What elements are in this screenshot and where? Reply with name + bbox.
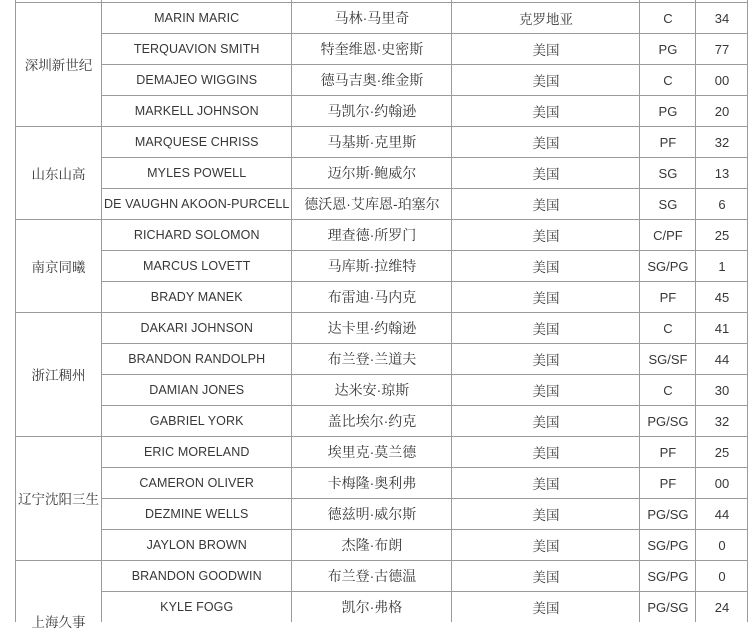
player-row [16,3,748,34]
team-cell [16,561,102,630]
position-cell: SG/PG [640,530,696,561]
chinese-name-cell: 德兹明·威尔斯 [292,499,452,530]
chinese-name-cell: 理查德·所罗门 [292,220,452,251]
position-cell: PF [640,282,696,313]
player-row [16,561,748,592]
player-row [16,313,748,344]
chinese-name-cell: 盖比埃尔·约克 [292,406,452,437]
english-name-cell: DEMAJEO WIGGINS [102,65,292,96]
position-cell: SG [640,189,696,220]
team-name: 山东山高 [31,166,86,182]
english-name-cell: MARQUESE CHRISS [102,127,292,158]
jersey-number-cell: 32 [696,406,748,437]
english-name-cell: MARIN MARIC [102,3,292,34]
english-name-cell: BRANDON RANDOLPH [102,344,292,375]
position-cell: PG/SG [640,499,696,530]
chinese-name-cell: 马基斯·克里斯 [292,127,452,158]
team-name: 辽宁沈阳三生 [18,492,99,507]
player-row [16,592,748,623]
team-name: 深圳新世纪 [24,58,93,73]
chinese-name-cell: 达米安·琼斯 [292,375,452,406]
nationality-cell: 美国 [452,375,640,406]
player-row [16,189,748,220]
position-cell: SG [640,158,696,189]
nationality-cell: 美国 [452,561,640,592]
player-row [16,499,748,530]
english-name-cell: CAMERON OLIVER [102,468,292,499]
nationality-cell: 美国 [452,313,640,344]
nationality-cell: 美国 [452,499,640,530]
chinese-name-cell: 布兰登·兰道夫 [292,344,452,375]
roster-table [15,0,748,630]
english-name-cell: ERIC MORELAND [102,437,292,468]
chinese-name-cell: 布兰登·古德温 [292,561,452,592]
jersey-number-cell: 44 [696,499,748,530]
player-row [16,127,748,158]
english-name-cell: MARCUS LOVETT [102,251,292,282]
chinese-name-cell: 达卡里·约翰逊 [292,313,452,344]
english-name-cell: GABRIEL YORK [102,406,292,437]
nationality-cell: 美国 [452,65,640,96]
nationality-cell: 美国 [452,530,640,561]
position-cell: PF [640,127,696,158]
team-cell [16,127,102,220]
player-row [16,96,748,127]
jersey-number-cell: 0 [696,561,748,592]
team-cell [16,220,102,313]
nationality-cell: 美国 [452,406,640,437]
chinese-name-cell: 马凯尔·约翰逊 [292,96,452,127]
position-cell: PF [640,437,696,468]
chinese-name-cell: 德马吉奥·维金斯 [292,65,452,96]
english-name-cell: DE VAUGHN AKOON-PURCELL [102,189,292,220]
team-name: 南京同曦 [31,259,86,275]
player-row [16,251,748,282]
jersey-number-cell: 30 [696,375,748,406]
jersey-number-cell: 25 [696,220,748,251]
nationality-cell: 美国 [452,468,640,499]
player-row [16,437,748,468]
english-name-cell: JAYLON BROWN [102,530,292,561]
jersey-number-cell: 0 [696,530,748,561]
player-row [16,530,748,561]
chinese-name-cell: 马库斯·拉维特 [292,251,452,282]
jersey-number-cell: 20 [696,96,748,127]
position-cell: C [640,65,696,96]
jersey-number-cell: 32 [696,127,748,158]
nationality-cell: 美国 [452,251,640,282]
jersey-number-cell: 25 [696,437,748,468]
jersey-number-cell: 45 [696,282,748,313]
english-name-cell: BRANDON GOODWIN [102,561,292,592]
position-cell: SG/PG [640,251,696,282]
jersey-number-cell: 13 [696,158,748,189]
player-row [16,220,748,251]
team-cell [16,437,102,561]
jersey-number-cell: 34 [696,3,748,34]
position-cell: PG [640,34,696,65]
position-cell: C [640,3,696,34]
chinese-name-cell: 迈尔斯·鲍威尔 [292,158,452,189]
english-name-cell: MARKELL JOHNSON [102,96,292,127]
jersey-number-cell: 24 [696,592,748,623]
jersey-number-cell: 6 [696,189,748,220]
position-cell: PF [640,468,696,499]
english-name-cell: DEZMINE WELLS [102,499,292,530]
position-cell: SG/PG [640,561,696,592]
nationality-cell: 克罗地亚 [452,3,640,34]
nationality-cell: 美国 [452,127,640,158]
chinese-name-cell: 杰隆·布朗 [292,530,452,561]
position-cell: PG/SG [640,592,696,623]
chinese-name-cell: 特奎维恩·史密斯 [292,34,452,65]
nationality-cell: 美国 [452,344,640,375]
nationality-cell: 美国 [452,96,640,127]
player-row [16,406,748,437]
position-cell: PG [640,96,696,127]
nationality-cell: 美国 [452,158,640,189]
english-name-cell: KYLE FOGG [102,592,292,623]
english-name-cell: TERQUAVION SMITH [102,34,292,65]
nationality-cell: 美国 [452,220,640,251]
player-row [16,158,748,189]
position-cell: SG/SF [640,344,696,375]
nationality-cell: 美国 [452,437,640,468]
nationality-cell: 美国 [452,592,640,623]
player-row [16,375,748,406]
english-name-cell: RICHARD SOLOMON [102,220,292,251]
player-row [16,282,748,313]
chinese-name-cell: 埃里克·莫兰德 [292,437,452,468]
english-name-cell: DAKARI JOHNSON [102,313,292,344]
chinese-name-cell: 布雷迪·马内克 [292,282,452,313]
position-cell: C/PF [640,220,696,251]
nationality-cell: 美国 [452,189,640,220]
player-row [16,65,748,96]
jersey-number-cell: 44 [696,344,748,375]
english-name-cell: MYLES POWELL [102,158,292,189]
nationality-cell: 美国 [452,34,640,65]
english-name-cell: BRADY MANEK [102,282,292,313]
position-cell: C [640,313,696,344]
team-cell [16,3,102,127]
player-row [16,344,748,375]
nationality-cell: 美国 [452,282,640,313]
jersey-number-cell: 77 [696,34,748,65]
position-cell: C [640,375,696,406]
position-cell: PG/SG [640,406,696,437]
jersey-number-cell: 00 [696,65,748,96]
jersey-number-cell: 00 [696,468,748,499]
chinese-name-cell: 凯尔·弗格 [292,592,452,623]
english-name-cell: DAMIAN JONES [102,375,292,406]
chinese-name-cell: 卡梅隆·奥利弗 [292,468,452,499]
roster-table-body [16,0,748,630]
team-name: 上海久事 [31,615,86,630]
jersey-number-cell: 41 [696,313,748,344]
jersey-number-cell: 1 [696,251,748,282]
chinese-name-cell: 德沃恩·艾库恩-珀塞尔 [292,189,452,220]
team-cell [16,313,102,437]
chinese-name-cell: 马林·马里奇 [292,3,452,34]
player-row [16,468,748,499]
player-row [16,34,748,65]
team-name: 浙江稠州 [31,368,86,383]
